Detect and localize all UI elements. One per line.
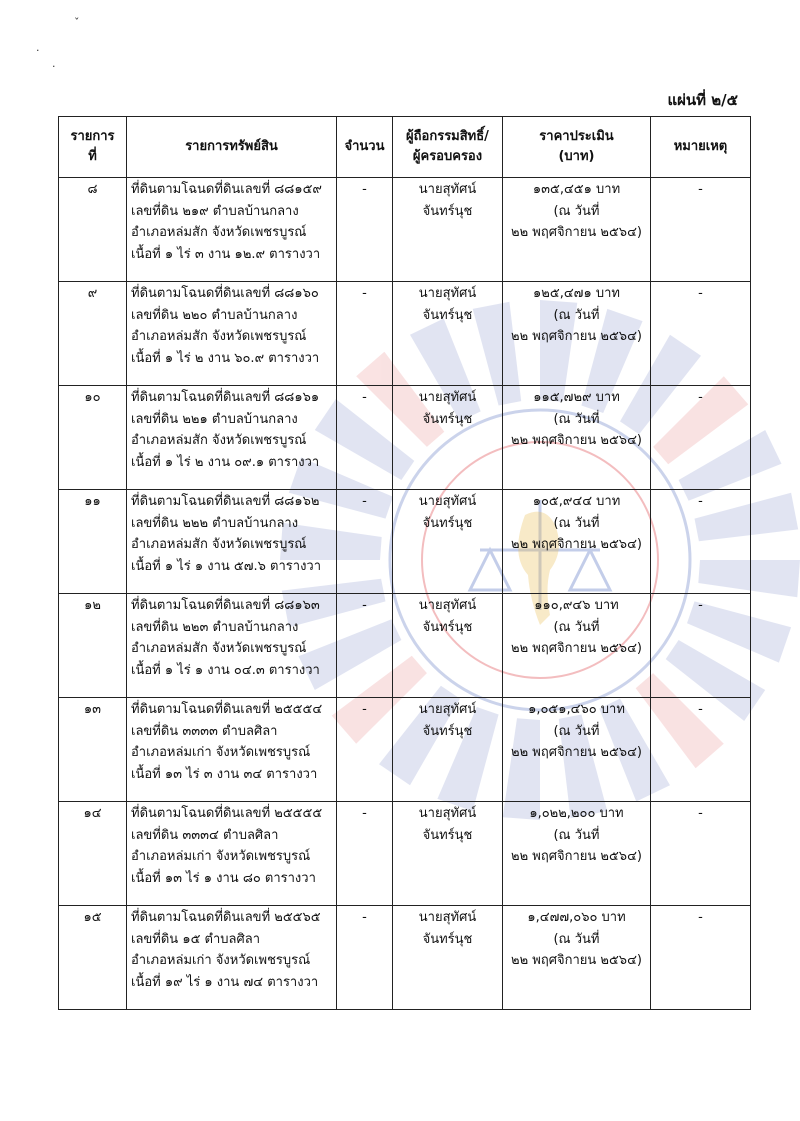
header-description: รายการทรัพย์สิน xyxy=(127,117,337,178)
cell-item-number: ๑๔ xyxy=(59,802,127,906)
description-line: ที่ดินตามโฉนดที่ดินเลขที่ ๘๘๑๖๑ xyxy=(131,390,320,405)
description-line: อำเภอหล่มสัก จังหวัดเพชรบูรณ์ xyxy=(131,641,307,657)
cell-remarks: - xyxy=(651,594,751,698)
owner-line: นายสุทัศน์ xyxy=(418,702,477,717)
price-line: ๒๒ พฤศจิกายน ๒๕๖๔) xyxy=(511,745,642,761)
table-header-row xyxy=(59,117,751,178)
description-line: เนื้อที่ ๑ ไร่ ๑ งาน ๕๗.๖ ตารางวา xyxy=(131,558,322,574)
price-line: ๒๒ พฤศจิกายน ๒๕๖๔) xyxy=(511,225,642,241)
scan-mark: ˇ xyxy=(74,16,80,29)
cell-remarks: - xyxy=(651,802,751,906)
table-row xyxy=(59,802,751,906)
table-row xyxy=(59,282,751,386)
cell-owner xyxy=(393,490,503,594)
description-line: เลขที่ดิน ๒๒๓ ตำบลบ้านกลาง xyxy=(131,619,299,635)
cell-owner xyxy=(393,698,503,802)
sheet-number: แผ่นที่ ๒/๕ xyxy=(667,91,738,109)
cell-remarks: - xyxy=(651,178,751,282)
description-line: อำเภอหล่มสัก จังหวัดเพชรบูรณ์ xyxy=(131,329,307,345)
price-line: (ณ วันที่ xyxy=(553,931,600,947)
cell-quantity: - xyxy=(337,490,393,594)
table-row xyxy=(59,698,751,802)
cell-price xyxy=(503,594,651,698)
description-line: อำเภอหล่มสัก จังหวัดเพชรบูรณ์ xyxy=(131,433,307,449)
table-row xyxy=(59,490,751,594)
owner-line: นายสุทัศน์ xyxy=(418,598,477,613)
price-line: ๒๒ พฤศจิกายน ๒๕๖๔) xyxy=(511,537,642,553)
cell-quantity: - xyxy=(337,282,393,386)
table-row xyxy=(59,386,751,490)
owner-line: นายสุทัศน์ xyxy=(418,910,477,925)
description-line: ที่ดินตามโฉนดที่ดินเลขที่ ๘๘๑๖๒ xyxy=(131,494,320,509)
price-line: (ณ วันที่ xyxy=(553,203,600,219)
price-line: ๒๒ พฤศจิกายน ๒๕๖๔) xyxy=(511,329,642,345)
scan-mark: · xyxy=(52,60,56,73)
cell-quantity: - xyxy=(337,386,393,490)
price-line: (ณ วันที่ xyxy=(553,827,600,843)
table-row xyxy=(59,906,751,1010)
description-line: ที่ดินตามโฉนดที่ดินเลขที่ ๒๕๕๕๔ xyxy=(131,702,323,717)
cell-price xyxy=(503,906,651,1010)
owner-line: จันทร์นุช xyxy=(422,411,473,427)
price-line: (ณ วันที่ xyxy=(553,307,600,323)
cell-remarks: - xyxy=(651,906,751,1010)
price-line: ๑๒๕,๔๗๑ บาท xyxy=(533,286,620,301)
owner-line: จันทร์นุช xyxy=(422,619,473,635)
cell-item-number: ๑๐ xyxy=(59,386,127,490)
cell-price xyxy=(503,490,651,594)
owner-line: นายสุทัศน์ xyxy=(418,286,477,301)
cell-owner xyxy=(393,594,503,698)
table-row xyxy=(59,594,751,698)
cell-owner xyxy=(393,386,503,490)
description-line: เนื้อที่ ๑ ไร่ ๒ งาน ๐๙.๑ ตารางวา xyxy=(131,454,320,470)
cell-remarks: - xyxy=(651,698,751,802)
header-owner: ผู้ถือกรรมสิทธิ์/ ผู้ครอบครอง xyxy=(393,117,503,178)
owner-line: นายสุทัศน์ xyxy=(418,182,477,197)
description-line: เนื้อที่ ๑๓ ไร่ ๑ งาน ๘๐ ตารางวา xyxy=(131,870,316,886)
price-line: ๑๐๕,๙๔๔ บาท xyxy=(532,494,621,509)
scan-mark: · xyxy=(36,44,40,57)
table-row xyxy=(59,178,751,282)
cell-quantity: - xyxy=(337,698,393,802)
description-line: ที่ดินตามโฉนดที่ดินเลขที่ ๒๕๕๕๕ xyxy=(131,806,323,821)
description-line: เลขที่ดิน ๓๓๓๓ ตำบลศิลา xyxy=(131,723,278,739)
cell-item-number: ๑๑ xyxy=(59,490,127,594)
owner-line: นายสุทัศน์ xyxy=(418,806,477,821)
cell-quantity: - xyxy=(337,178,393,282)
price-line: ๒๒ พฤศจิกายน ๒๕๖๔) xyxy=(511,641,642,657)
price-line: ๑,๔๗๗,๐๖๐ บาท xyxy=(527,910,626,925)
cell-item-number: ๑๕ xyxy=(59,906,127,1010)
description-line: อำเภอหล่มเก่า จังหวัดเพชรบูรณ์ xyxy=(131,953,311,969)
description-line: ที่ดินตามโฉนดที่ดินเลขที่ ๘๘๑๖๐ xyxy=(131,286,319,301)
description-line: เนื้อที่ ๑๓ ไร่ ๓ งาน ๓๔ ตารางวา xyxy=(131,766,318,782)
owner-line: จันทร์นุช xyxy=(422,203,473,219)
cell-owner xyxy=(393,282,503,386)
cell-item-number: ๑๓ xyxy=(59,698,127,802)
owner-line: นายสุทัศน์ xyxy=(418,390,477,405)
price-line: ๒๒ พฤศจิกายน ๒๕๖๔) xyxy=(511,953,642,969)
price-line: (ณ วันที่ xyxy=(553,515,600,531)
description-line: เนื้อที่ ๑ ไร่ ๑ งาน ๐๔.๓ ตารางวา xyxy=(131,662,320,678)
cell-owner xyxy=(393,802,503,906)
owner-line: จันทร์นุช xyxy=(422,827,473,843)
description-line: ที่ดินตามโฉนดที่ดินเลขที่ ๘๘๑๖๓ xyxy=(131,598,320,613)
description-line: อำเภอหล่มสัก จังหวัดเพชรบูรณ์ xyxy=(131,537,307,553)
header-quantity: จำนวน xyxy=(337,117,393,178)
cell-description xyxy=(127,906,337,1010)
description-line: อำเภอหล่มเก่า จังหวัดเพชรบูรณ์ xyxy=(131,849,311,865)
cell-quantity: - xyxy=(337,802,393,906)
cell-remarks: - xyxy=(651,282,751,386)
header-remarks: หมายเหตุ xyxy=(651,117,751,178)
asset-table xyxy=(58,116,751,1010)
cell-description xyxy=(127,802,337,906)
cell-owner xyxy=(393,906,503,1010)
cell-description xyxy=(127,178,337,282)
cell-description xyxy=(127,282,337,386)
description-line: เนื้อที่ ๑ ไร่ ๒ งาน ๖๐.๙ ตารางวา xyxy=(131,350,320,366)
price-line: ๑,๐๒๒,๒๐๐ บาท xyxy=(529,806,624,821)
price-line: (ณ วันที่ xyxy=(553,723,600,739)
description-line: เลขที่ดิน ๒๒๑ ตำบลบ้านกลาง xyxy=(131,411,298,427)
description-line: เลขที่ดิน ๓๓๓๔ ตำบลศิลา xyxy=(131,827,279,843)
cell-price xyxy=(503,178,651,282)
price-line: ๑,๐๕๑,๔๖๐ บาท xyxy=(528,702,625,717)
price-line: ๑๓๕,๔๕๑ บาท xyxy=(532,182,621,197)
header-price: ราคาประเมิน (บาท) xyxy=(503,117,651,178)
header-item-number: รายการ ที่ xyxy=(59,117,127,178)
cell-owner xyxy=(393,178,503,282)
description-line: เลขที่ดิน ๒๑๙ ตำบลบ้านกลาง xyxy=(131,203,299,219)
owner-line: จันทร์นุช xyxy=(422,931,473,947)
cell-price xyxy=(503,282,651,386)
price-line: ๒๒ พฤศจิกายน ๒๕๖๔) xyxy=(511,849,642,865)
price-line: (ณ วันที่ xyxy=(553,619,600,635)
cell-description xyxy=(127,594,337,698)
cell-item-number: ๙ xyxy=(59,282,127,386)
cell-remarks: - xyxy=(651,490,751,594)
cell-quantity: - xyxy=(337,906,393,1010)
cell-price xyxy=(503,802,651,906)
description-line: เนื้อที่ ๑ ไร่ ๓ งาน ๑๒.๙ ตารางวา xyxy=(131,246,321,262)
cell-item-number: ๑๒ xyxy=(59,594,127,698)
cell-description xyxy=(127,386,337,490)
description-line: อำเภอหล่มเก่า จังหวัดเพชรบูรณ์ xyxy=(131,745,311,761)
price-line: ๒๒ พฤศจิกายน ๒๕๖๔) xyxy=(511,433,642,449)
owner-line: นายสุทัศน์ xyxy=(418,494,477,509)
description-line: เลขที่ดิน ๑๕ ตำบลศิลา xyxy=(131,931,261,947)
cell-description xyxy=(127,490,337,594)
description-line: อำเภอหล่มสัก จังหวัดเพชรบูรณ์ xyxy=(131,225,307,241)
price-line: (ณ วันที่ xyxy=(553,411,600,427)
description-line: เนื้อที่ ๑๙ ไร่ ๑ งาน ๗๔ ตารางวา xyxy=(131,974,319,990)
owner-line: จันทร์นุช xyxy=(422,723,473,739)
description-line: เลขที่ดิน ๒๒๒ ตำบลบ้านกลาง xyxy=(131,515,299,531)
description-line: ที่ดินตามโฉนดที่ดินเลขที่ ๘๘๑๕๙ xyxy=(131,182,322,197)
cell-item-number: ๘ xyxy=(59,178,127,282)
cell-price xyxy=(503,698,651,802)
cell-price xyxy=(503,386,651,490)
cell-remarks: - xyxy=(651,386,751,490)
owner-line: จันทร์นุช xyxy=(422,515,473,531)
cell-description xyxy=(127,698,337,802)
owner-line: จันทร์นุช xyxy=(422,307,473,323)
price-line: ๑๑๐,๙๔๖ บาท xyxy=(534,598,619,613)
description-line: ที่ดินตามโฉนดที่ดินเลขที่ ๒๕๕๖๕ xyxy=(131,910,321,925)
cell-quantity: - xyxy=(337,594,393,698)
price-line: ๑๑๕,๗๒๙ บาท xyxy=(533,390,620,405)
description-line: เลขที่ดิน ๒๒๐ ตำบลบ้านกลาง xyxy=(131,307,298,323)
